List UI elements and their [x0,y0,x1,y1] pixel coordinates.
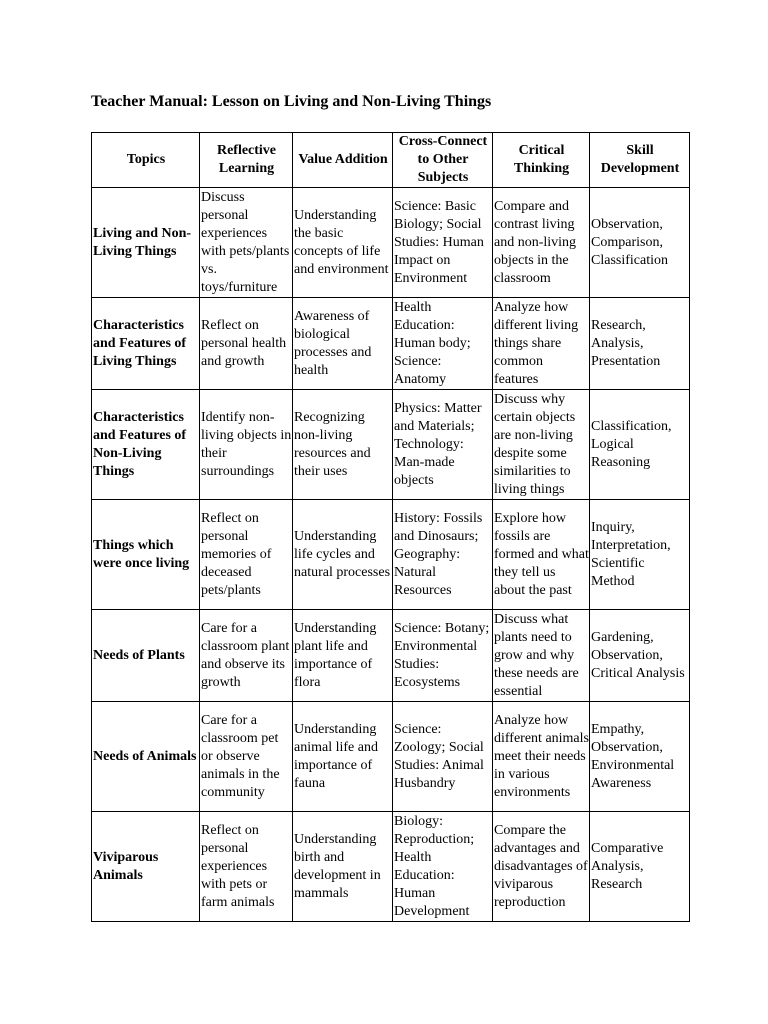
cell-value: Understanding birth and development in mammals [293,812,393,922]
header-topics: Topics [92,133,200,188]
table-row [92,702,690,812]
cell-skill: Comparative Analysis, Research [590,812,690,922]
cell-value: Recognizing non-living resources and their uses [293,390,393,500]
cell-skill: Classification, Logical Reasoning [590,390,690,500]
cell-cross: History: Fossils and Dinosaurs; Geography: Natural Resources [393,500,493,610]
table-row [92,610,690,702]
cell-reflective: Discuss personal experiences with pets/plants vs. toys/furniture [200,188,293,298]
cell-critical: Discuss why certain objects are non-living despite some similarities to living things [493,390,590,500]
cell-value: Understanding life cycles and natural processes [293,500,393,610]
cell-topic: Living and Non-Living Things [92,188,200,298]
cell-critical: Analyze how different living things share common features [493,298,590,390]
cell-value: Understanding plant life and importance of flora [293,610,393,702]
cell-skill: Empathy, Observation, Environmental Awareness [590,702,690,812]
cell-critical: Discuss what plants need to grow and why these needs are essential [493,610,590,702]
cell-value: Awareness of biological processes and health [293,298,393,390]
header-reflective-learning: Reflective Learning [200,133,293,188]
cell-skill: Observation, Comparison, Classification [590,188,690,298]
header-critical-thinking: Critical Thinking [493,133,590,188]
cell-cross: Physics: Matter and Materials; Technology: Man-made objects [393,390,493,500]
cell-topic: Characteristics and Features of Living Things [92,298,200,390]
cell-skill: Research, Analysis, Presentation [590,298,690,390]
table-row [92,500,690,610]
cell-topic: Characteristics and Features of Non-Living Things [92,390,200,500]
cell-critical: Compare and contrast living and non-living objects in the classroom [493,188,590,298]
cell-skill: Inquiry, Interpretation, Scientific Method [590,500,690,610]
cell-topic: Viviparous Animals [92,812,200,922]
cell-cross: Science: Basic Biology; Social Studies: Human Impact on Environment [393,188,493,298]
cell-value: Understanding animal life and importance of fauna [293,702,393,812]
table-row [92,812,690,922]
header-skill-development: Skill Development [590,133,690,188]
table-row [92,188,690,298]
cell-reflective: Reflect on personal experiences with pets or farm animals [200,812,293,922]
cell-reflective: Care for a classroom plant and observe its growth [200,610,293,702]
cell-critical: Analyze how different animals meet their needs in various environments [493,702,590,812]
cell-cross: Biology: Reproduction; Health Education: Human Development [393,812,493,922]
table-row [92,390,690,500]
document-title: Teacher Manual: Lesson on Living and Non-Living Things [91,93,492,110]
cell-topic: Needs of Animals [92,702,200,812]
cell-skill: Gardening, Observation, Critical Analysis [590,610,690,702]
header-cross-connect: Cross-Connect to Other Subjects [393,133,493,188]
cell-cross: Science: Zoology; Social Studies: Animal Husbandry [393,702,493,812]
cell-reflective: Identify non-living objects in their surroundings [200,390,293,500]
cell-topic: Needs of Plants [92,610,200,702]
lesson-table [91,132,690,922]
table-row [92,298,690,390]
cell-value: Understanding the basic concepts of life and environment [293,188,393,298]
cell-critical: Compare the advantages and disadvantages of viviparous reproduction [493,812,590,922]
cell-cross: Health Education: Human body; Science: Anatomy [393,298,493,390]
cell-reflective: Reflect on personal health and growth [200,298,293,390]
cell-topic: Things which were once living [92,500,200,610]
cell-cross: Science: Botany; Environmental Studies: Ecosystems [393,610,493,702]
table-header-row [92,133,690,188]
cell-reflective: Reflect on personal memories of deceased pets/plants [200,500,293,610]
header-value-addition: Value Addition [293,133,393,188]
cell-reflective: Care for a classroom pet or observe animals in the community [200,702,293,812]
cell-critical: Explore how fossils are formed and what they tell us about the past [493,500,590,610]
